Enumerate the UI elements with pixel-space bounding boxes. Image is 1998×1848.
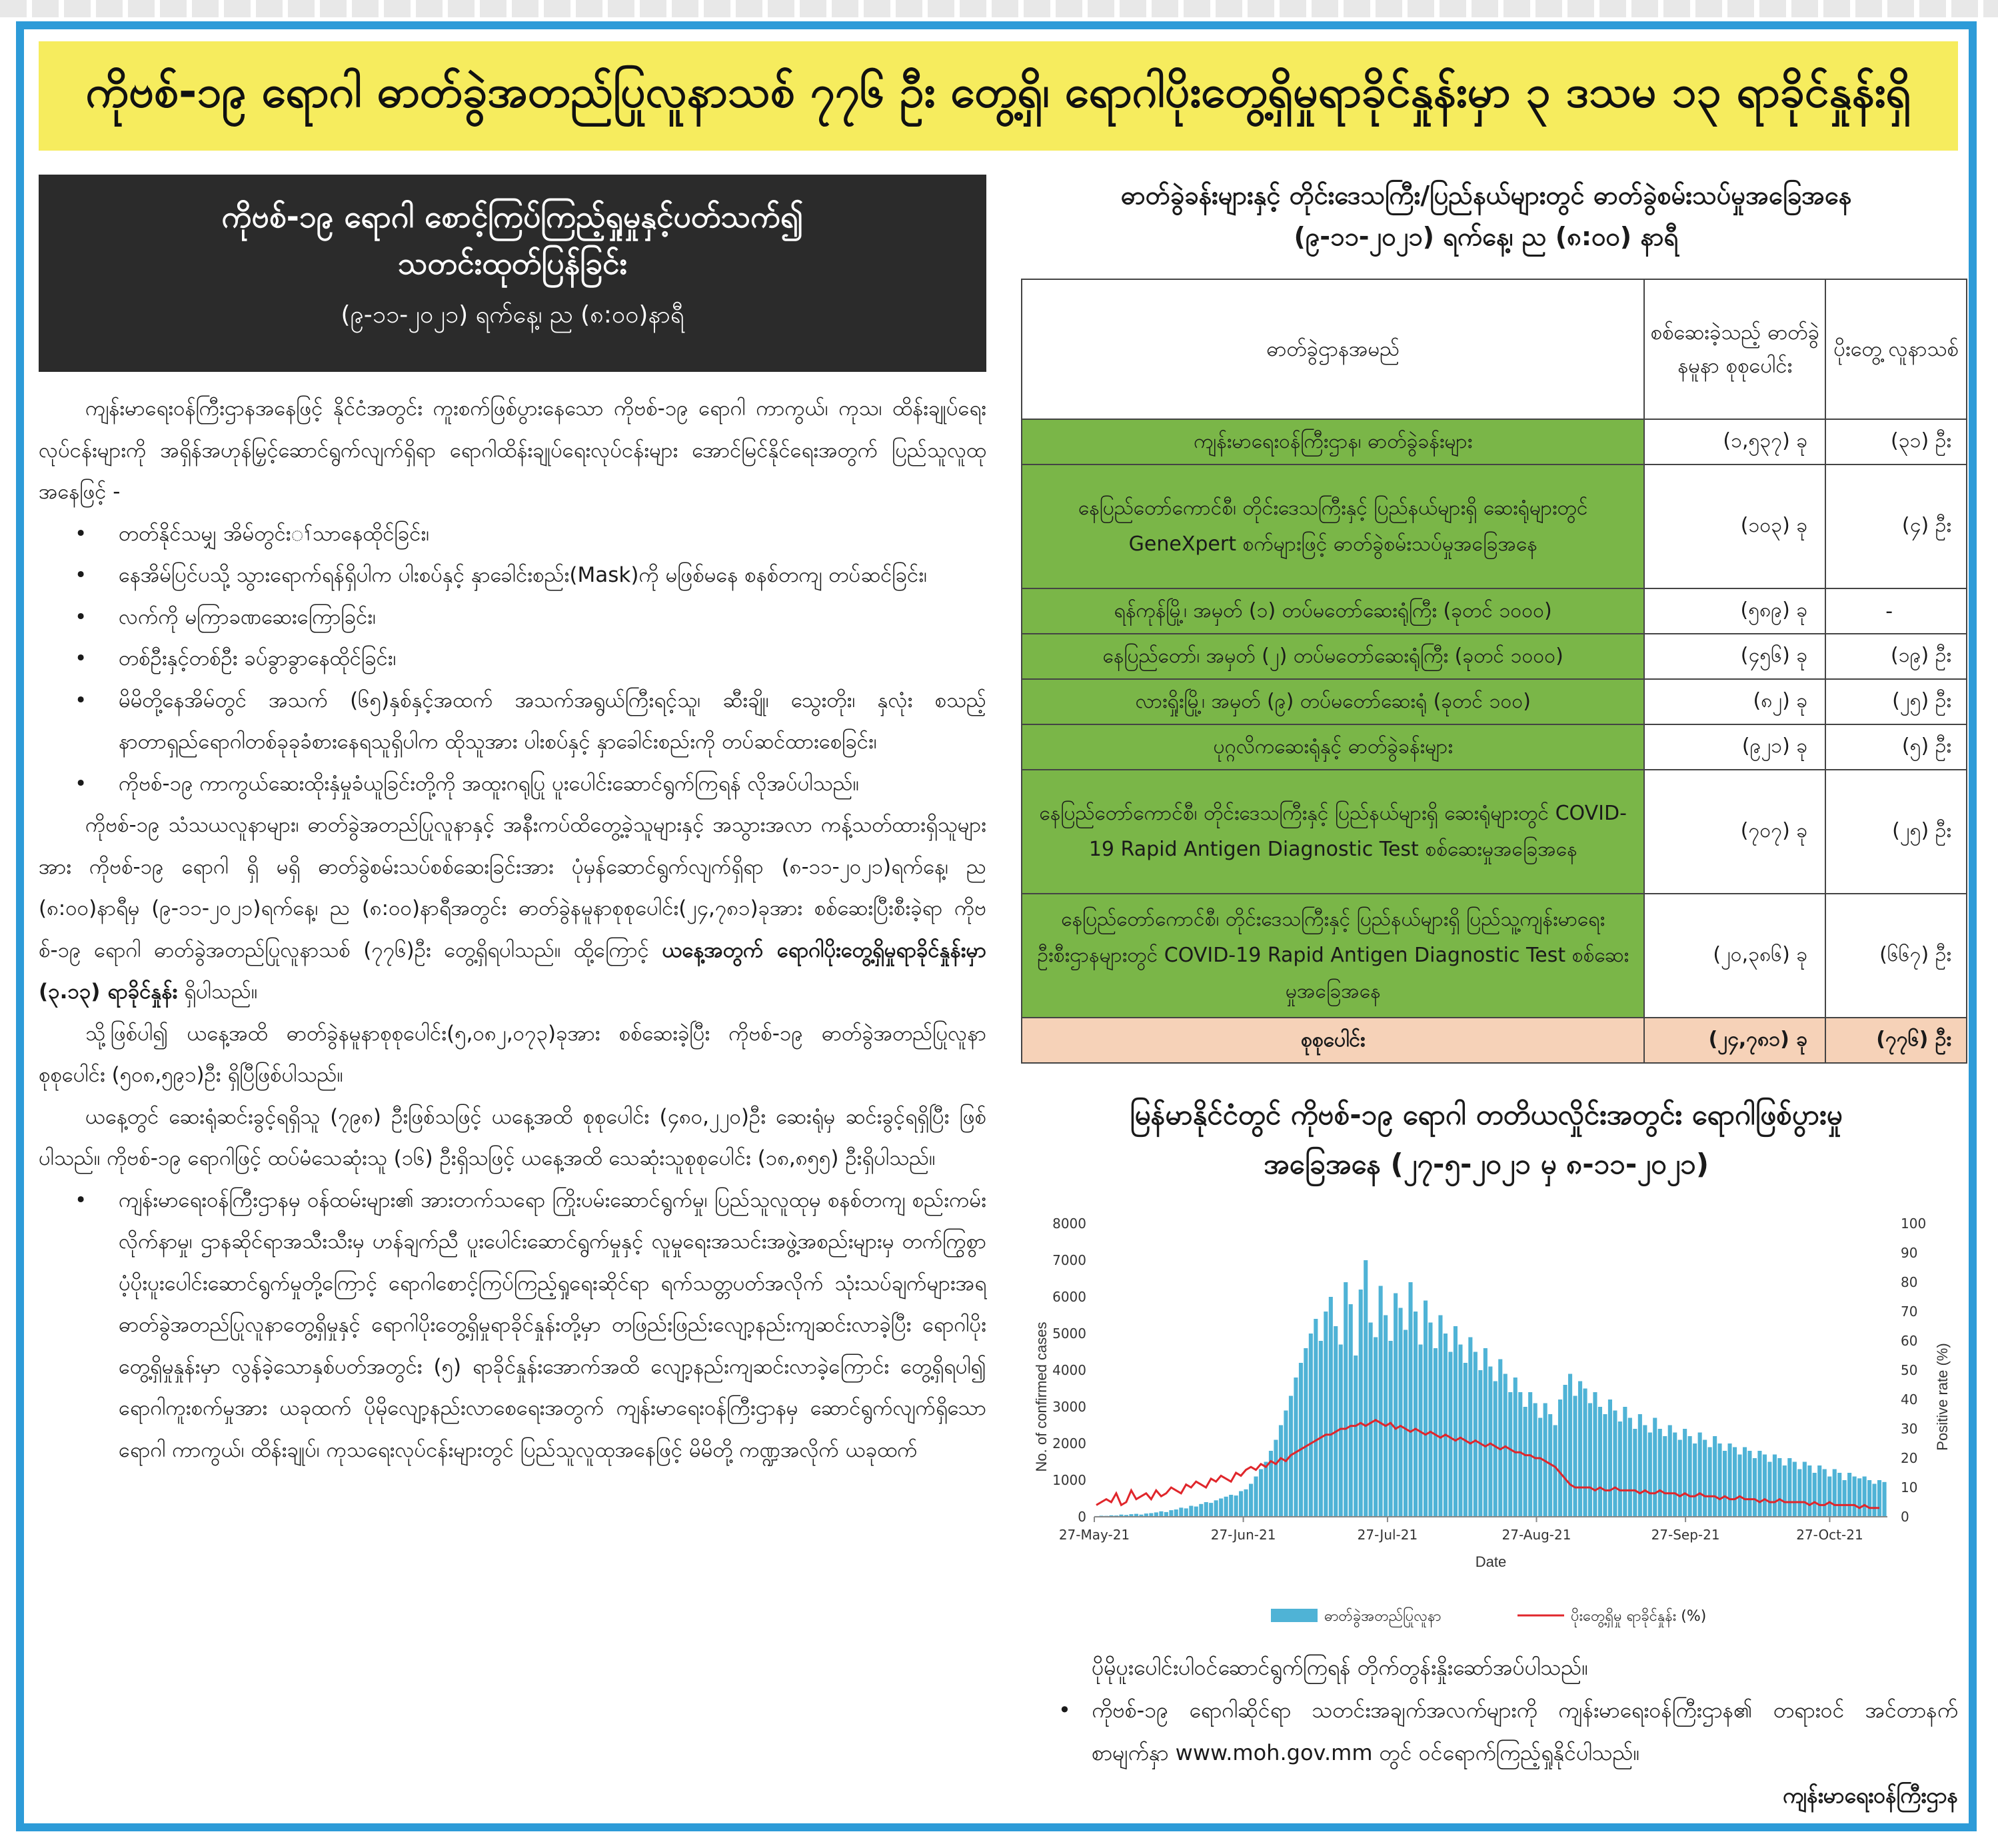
bar <box>1304 1348 1308 1517</box>
bar <box>1454 1326 1458 1517</box>
lab-title-line1: ဓာတ်ခွဲခန်းများနှင့် တိုင်းဒေသကြီး/ပြည်နယ်များတွင် ဓာတ်ခွဲစမ်းသပ်မှုအခြေအနေ <box>1120 181 1852 210</box>
chart-svg <box>1021 1204 1961 1670</box>
bar <box>1513 1378 1517 1517</box>
lab-table <box>1021 279 1967 1064</box>
bar <box>1389 1341 1393 1517</box>
legend-bar-label: ဓာတ်ခွဲအတည်ပြုလူနာ <box>1324 1608 1442 1625</box>
bar <box>1214 1500 1218 1517</box>
signature: ကျန်းမာရေးဝန်ကြီးဌာန <box>1782 1783 1958 1808</box>
bar <box>1284 1411 1288 1517</box>
bar <box>1673 1433 1677 1517</box>
bar <box>1404 1330 1408 1517</box>
bar <box>1733 1447 1737 1517</box>
bar <box>1249 1484 1253 1517</box>
bar <box>1777 1458 1781 1517</box>
bar <box>1428 1323 1432 1517</box>
y-tick-label: 7000 <box>1052 1252 1086 1268</box>
chart-title-line2: အခြေအနေ (၂၇-၅-၂၀၂၁ မှ ၈-၁၁-၂၀၂၁) <box>1263 1148 1709 1180</box>
positives-cell: (၆၆၇) ဦး <box>1825 894 1967 1018</box>
y-tick-label: 5000 <box>1052 1326 1086 1342</box>
bar <box>1643 1425 1647 1517</box>
intro-paragraph: ကျန်းမာရေးဝန်ကြီးဌာနအနေဖြင့် နိုင်ငံအတွင်း ကူးစက်ဖြစ်ပွားနေသော ကိုဗစ်-၁၉ ရောဂါ ကာကွယ်၊ ကုသ၊ ထိန်းချုပ်ရေးလုပ်ငန်းများကို အရှိန်အဟုန်မြှင့်ဆောင်ရွက်လျက်ရှိရာ ရောဂါထိန်းချုပ်ရေးလုပ်ငန်းများ အောင်မြင်နိုင်ရေးအတွက် ပြည်သူလူထုအနေဖြင့် - <box>39 397 986 504</box>
bar <box>1773 1455 1777 1517</box>
bar <box>1319 1341 1323 1517</box>
testing-text: ကိုဗစ်-၁၉ သံသယလူနာများ၊ ဓာတ်ခွဲအတည်ပြုလူနာနှင့် အနီးကပ်ထိတွေ့ခဲ့သူများနှင့် အသွားအလာ ကန့်သတ်ထားရှိသူများအား ကိုဗစ်-၁၉ ရောဂါ ရှိ မရှိ ဓာတ်ခွဲစမ်းသပ်စစ်ဆေးခြင်းအား ပုံမှန်ဆောင်ရွက်လျက်ရှိရာ (၈-၁၁-၂၀၂၁)ရက်နေ့၊ ည (၈:၀၀)နာရီမှ (၉-၁၁-၂၀၂၁)ရက်နေ့၊ ည (၈:၀၀)နာရီအတွင်း ဓာတ်ခွဲနမူနာစုစုပေါင်း(၂၄,၇၈၁)ခုအား စစ်ဆေးပြီးစီးခဲ့ရာ ကိုဗစ်-၁၉ ရောဂါ ဓာတ်ခွဲအတည်ပြုလူနာသစ် (၇၇၆)ဦး တွေ့ရှိရပါသည်။ ထို့ကြောင့် <box>39 813 986 962</box>
bar <box>1728 1443 1732 1517</box>
bar <box>1468 1338 1472 1517</box>
bar <box>1623 1407 1627 1517</box>
lab-table-row <box>1022 419 1967 464</box>
bar <box>1374 1338 1378 1517</box>
bar <box>1414 1312 1418 1517</box>
bar <box>1628 1418 1632 1517</box>
bar <box>1384 1316 1388 1517</box>
right-column <box>1013 175 1959 1670</box>
bar <box>1863 1477 1867 1517</box>
bar <box>1274 1440 1278 1517</box>
notice-date: (၉-၁၁-၂၀၂၁) ရက်နေ့၊ ည (၈:၀၀)နာရီ <box>341 301 684 329</box>
bar <box>1877 1480 1881 1517</box>
bar <box>1409 1282 1413 1517</box>
bar <box>1354 1356 1358 1517</box>
bar <box>1359 1290 1363 1517</box>
bar <box>1553 1425 1557 1517</box>
bar <box>1813 1473 1817 1517</box>
footer-bullet-text: ကိုဗစ်-၁၉ ရောဂါဆိုင်ရာ သတင်းအချက်အလက်များကို ကျန်းမာရေးဝန်ကြီးဌာန၏ တရားဝင် အင်တာနက်စာမျက်နှာ www.moh.gov.mm တွင် ဝင်ရောက်ကြည့်ရှုနိုင်ပါသည်။ <box>1092 1697 1958 1765</box>
y2-tick-label: 80 <box>1901 1274 1918 1290</box>
bar <box>1568 1374 1572 1517</box>
advice-item: • မိမိတို့နေအိမ်တွင် အသက် (၆၅)နှစ်နှင့်အထက် အသက်အရွယ်ကြီးရင့်သူ၊ ဆီးချို၊ သွေးတိုး၊ နှလုံး စသည့် နာတာရှည်ရောဂါတစ်ခုခုခံစားနေရသူရှိပါက ထိုသူအား ပါးစပ်နှင့် နှာခေါင်းစည်းကို တပ်ဆင်ထားစေခြင်း၊ <box>119 680 986 763</box>
y-tick-label: 8000 <box>1052 1216 1086 1232</box>
bar <box>1658 1429 1662 1517</box>
lab-table-row <box>1022 679 1967 724</box>
positives-cell: (၁၉) ဦး <box>1825 634 1967 679</box>
y-axis-ticks <box>1052 1216 1086 1525</box>
samples-cell: (၂၀,၃၈၆) ခု <box>1644 894 1825 1018</box>
bar <box>1763 1455 1767 1517</box>
lab-table-row <box>1022 724 1967 770</box>
bar <box>1668 1425 1672 1517</box>
bar <box>1329 1297 1333 1517</box>
samples-cell: (၅၈၉) ခု <box>1644 588 1825 634</box>
bar <box>1254 1477 1258 1517</box>
bar <box>1244 1489 1248 1517</box>
x-tick-label: 27-Oct-21 <box>1796 1527 1863 1543</box>
bar <box>1189 1506 1193 1517</box>
samples-cell: (၇၀၇) ခု <box>1644 770 1825 894</box>
y2-tick-label: 30 <box>1901 1421 1918 1437</box>
bar <box>1324 1312 1328 1517</box>
bar <box>1827 1477 1831 1517</box>
bar <box>1663 1436 1667 1517</box>
bar <box>1783 1465 1787 1517</box>
bar <box>1837 1473 1841 1517</box>
bar <box>1434 1348 1438 1517</box>
bar <box>1708 1447 1712 1517</box>
lab-name-cell: နေပြည်တော်ကောင်စီ၊ တိုင်းဒေသကြီးနှင့် ပြည်နယ်များရှိ ဆေးရုံများတွင် COVID-19 Rapid Antigen Diagnostic Test စစ်ဆေးမှုအခြေအနေ <box>1022 770 1644 894</box>
notice-title-line2: သတင်းထုတ်ပြန်ခြင်း <box>397 245 628 281</box>
notice-box <box>39 175 986 372</box>
bar <box>1334 1326 1338 1517</box>
discharge-paragraph: ယနေ့တွင် ဆေးရုံဆင်းခွင့်ရရှိသူ (၇၉၈) ဦးဖြစ်သဖြင့် ယနေ့အထိ စုစုပေါင်း (၄၈၀,၂၂၀)ဦး ဆေးရုံမှ ဆင်းခွင့်ရရှိပြီး ဖြစ်ပါသည်။ ကိုဗစ်-၁၉ ရောဂါဖြင့် ထပ်မံသေဆုံးသူ (၁၆) ဦးရှိသဖြင့် ယနေ့အထိ သေဆုံးသူစုစုပေါင်း (၁၈,၈၅၅) ဦးရှိပါသည်။ <box>39 1104 986 1170</box>
bar <box>1174 1509 1178 1517</box>
y2-tick-label: 40 <box>1901 1391 1918 1407</box>
bar <box>1823 1469 1827 1517</box>
total-label: စုစုပေါင်း <box>1022 1018 1644 1063</box>
advice-item: • လက်ကို မကြာခဏဆေးကြောခြင်း၊ <box>119 596 986 638</box>
y-tick-label: 0 <box>1078 1509 1086 1525</box>
x-tick-label: 27-Jul-21 <box>1357 1527 1418 1543</box>
testing-paragraph <box>39 804 986 1013</box>
advice-item: • တစ်ဦးနှင့်တစ်ဦး ခပ်ခွာခွာနေထိုင်ခြင်း၊ <box>119 638 986 680</box>
bar <box>1488 1367 1492 1517</box>
bar <box>1224 1497 1228 1517</box>
advice-item: • နေအိမ်ပြင်ပသို့ သွားရောက်ရန်ရှိပါက ပါးစပ်နှင့် နှာခေါင်းစည်း(Mask)ကို မဖြစ်မနေ စနစ်တကျ တပ်ဆင်ခြင်း၊ <box>119 554 986 596</box>
lab-table-row <box>1022 894 1967 1018</box>
bar <box>1169 1510 1173 1517</box>
y2-tick-label: 20 <box>1901 1450 1918 1466</box>
x-tick-label: 27-Aug-21 <box>1501 1527 1571 1543</box>
bar <box>1424 1301 1428 1517</box>
advice-item: • တတ်နိုင်သမျှ အိမ်တွင်းၢ်သာနေထိုင်ခြင်း၊ <box>119 513 986 555</box>
bar <box>1613 1411 1617 1517</box>
bar <box>1209 1503 1213 1517</box>
bar <box>1458 1345 1462 1517</box>
chart-title-line1: မြန်မာနိုင်ငံတွင် ကိုဗစ်-၁၉ ရောဂါ တတိယလှိုင်းအတွင်း ရောဂါဖြစ်ပွားမှု <box>1130 1098 1843 1131</box>
bar <box>1229 1495 1233 1517</box>
bar <box>1787 1458 1791 1517</box>
body-text <box>39 388 986 1471</box>
lab-name-cell: ပုဂ္ဂလိကဆေးရုံနှင့် ဓာတ်ခွဲခန်းများ <box>1022 724 1644 770</box>
bar <box>1199 1504 1203 1517</box>
bar <box>1843 1480 1847 1517</box>
headline: ကိုဗစ်-၁၉ ရောဂါ ဓာတ်ခွဲအတည်ပြုလူနာသစ် ၇၇၆ ဦး တွေ့ရှိ၊ ရောဂါပိုးတွေ့ရှိမှုရာခိုင်နှုန်းမှာ ၃ ဒသမ ၁၃ ရာခိုင်နှုန်းရှိ <box>39 41 1958 151</box>
total-positives: (၇၇၆) ဦး <box>1825 1018 1967 1063</box>
lab-table-total <box>1022 1018 1967 1063</box>
bar <box>1484 1348 1488 1517</box>
footer-bullet <box>1058 1689 1958 1774</box>
bar <box>1588 1403 1592 1517</box>
epidemic-chart <box>1021 1204 1961 1670</box>
samples-cell: (၁,၅၃၇) ခု <box>1644 419 1825 464</box>
lab-table-row <box>1022 770 1967 894</box>
lab-name-cell: နေပြည်တော်၊ အမှတ် (၂) တပ်မတော်ဆေးရုံကြီး (ခုတင် ၁၀၀၀) <box>1022 634 1644 679</box>
header-lab-name: ဓာတ်ခွဲဌာနအမည် <box>1022 279 1644 419</box>
bar <box>1807 1465 1811 1517</box>
bar <box>1638 1414 1642 1517</box>
bar <box>1498 1360 1502 1517</box>
bar <box>1603 1414 1607 1517</box>
bar <box>1538 1418 1542 1517</box>
lab-table-row <box>1022 464 1967 588</box>
totals-paragraph: သို့ဖြစ်ပါ၍ ယနေ့အထိ ဓာတ်ခွဲနမူနာစုစုပေါင်း(၅,၀၈၂,၀၇၃)ခုအား စစ်ဆေးခဲ့ပြီး ကိုဗစ်-၁၉ ဓာတ်ခွဲအတည်ပြုလူနာစုစုပေါင်း (၅၀၈,၅၉၁)ဦး ရှိပြီဖြစ်ပါသည်။ <box>39 1021 986 1087</box>
lab-title-line2: (၉-၁၁-၂၀၂၁) ရက်နေ့၊ ည (၈:၀၀) နာရီ <box>1294 222 1679 251</box>
bar <box>1653 1418 1657 1517</box>
lab-name-cell: ကျန်းမာရေးဝန်ကြီးဌာန၊ ဓာတ်ခွဲခန်းများ <box>1022 419 1644 464</box>
samples-cell: (၁၀၃) ခု <box>1644 464 1825 588</box>
bar <box>1194 1507 1198 1517</box>
positives-cell: (၅) ဦး <box>1825 724 1967 770</box>
bar <box>1444 1334 1448 1517</box>
y-tick-label: 3000 <box>1052 1399 1086 1415</box>
closing-item: • ကျန်းမာရေးဝန်ကြီးဌာနမှ ဝန်ထမ်းများ၏ အားတက်သရော ကြိုးပမ်းဆောင်ရွက်မှု၊ ပြည်သူလူထုမှ စနစ်တကျ စည်းကမ်းလိုက်နာမှု၊ ဌာနဆိုင်ရာအသီးသီးမှ ဟန်ချက်ညီ ပူးပေါင်းဆောင်ရွက်မှုနှင့် လူမှုရေးအသင်းအဖွဲ့အစည်းများမှ တက်ကြွစွာ ပံ့ပိုးပူးပေါင်းဆောင်ရွက်မှုတို့ကြောင့် ရောဂါစောင့်ကြပ်ကြည့်ရှုရေးဆိုင်ရာ ရက်သတ္တပတ်အလိုက် သုံးသပ်ချက်များအရ ဓာတ်ခွဲအတည်ပြုလူနာတွေ့ရှိမှုနှင့် ရောဂါပိုးတွေ့ရှိမှုရာခိုင်နှုန်းတို့မှာ တဖြည်းဖြည်းလျော့နည်းကျဆင်းလာခဲ့ပြီး ရောဂါပိုးတွေ့ရှိမှုနှုန်းမှာ လွန်ခဲ့သောနှစ်ပတ်အတွင်း (၅) ရာခိုင်နှုန်းအောက်အထိ လျော့နည်းကျဆင်းလာခဲ့ကြောင်း တွေ့ရှိရပါ၍ ရောဂါကူးစက်မှုအား ယခုထက် ပိုမိုလျော့နည်းလာစေရေးအတွက် ကျန်းမာရေးဝန်ကြီးဌာနမှ ဆောင်ရွက်လျက်ရှိသော ရောဂါ ကာကွယ်၊ ထိန်းချုပ်၊ ကုသရေးလုပ်ငန်းများတွင် ပြည်သူလူထုအနေဖြင့် မိမိတို့ ကဏ္ဍအလိုက် ယခုထက် <box>119 1180 986 1471</box>
bar <box>1219 1499 1223 1517</box>
header-samples: စစ်ဆေးခဲ့သည့် ဓာတ်ခွဲနမူနာ စုစုပေါင်း <box>1644 279 1825 419</box>
x-tick-label: 27-Sep-21 <box>1651 1527 1720 1543</box>
y2-axis-label: Positive rate (%) <box>1934 1343 1951 1451</box>
advice-list <box>39 513 986 805</box>
lab-table-row <box>1022 588 1967 634</box>
lab-table-body <box>1022 419 1967 1018</box>
positives-cell: - <box>1825 588 1967 634</box>
bar <box>1883 1482 1887 1517</box>
testing-text-end: ရှိပါသည်။ <box>177 980 258 1004</box>
samples-cell: (၉၂၁) ခု <box>1644 724 1825 770</box>
bar <box>1518 1392 1522 1517</box>
y2-tick-label: 70 <box>1901 1304 1918 1320</box>
bar <box>1299 1363 1303 1517</box>
y-tick-label: 6000 <box>1052 1289 1086 1305</box>
bar <box>1379 1286 1383 1517</box>
bar <box>1533 1403 1537 1517</box>
positives-cell: (၂၅) ဦး <box>1825 770 1967 894</box>
bar <box>1558 1399 1562 1517</box>
lab-name-cell: လားရှိုးမြို့၊ အမှတ် (၉) တပ်မတော်ဆေးရုံ (ခုတင် ၁၀၀) <box>1022 679 1644 724</box>
lab-section-title <box>1013 175 1959 257</box>
bar <box>1573 1396 1577 1517</box>
bar <box>1678 1440 1682 1517</box>
positives-cell: (၂၅) ဦး <box>1825 679 1967 724</box>
y-tick-label: 4000 <box>1052 1362 1086 1378</box>
bar <box>1239 1491 1243 1517</box>
advice-item: • ကိုဗစ်-၁၉ ကာကွယ်ဆေးထိုးနှံမှုခံယူခြင်းတို့ကို အထူးဂရုပြု ပူးပေါင်းဆောင်ရွက်ကြရန် လိုအပ်ပါသည်။ <box>119 763 986 805</box>
bar <box>1508 1392 1512 1517</box>
x-tick-label: 27-May-21 <box>1058 1527 1130 1543</box>
samples-cell: (၄၅၆) ခု <box>1644 634 1825 679</box>
bar <box>1438 1316 1442 1517</box>
legend-line-label: ပိုးတွေ့ရှိမှု ရာခိုင်နှုန်း (%) <box>1571 1608 1707 1625</box>
lab-name-cell: နေပြည်တော်ကောင်စီ၊ တိုင်းဒေသကြီးနှင့် ပြည်နယ်များရှိ ပြည်သူ့ကျန်းမာရေးဦးစီးဌာနများတွင် COVID-19 Rapid Antigen Diagnostic Test စစ်ဆေးမှုအခြေအနေ <box>1022 894 1644 1018</box>
bar <box>1693 1443 1697 1517</box>
total-samples: (၂၄,၇၈၁) ခု <box>1644 1018 1825 1063</box>
notice-title-line1: ကိုဗစ်-၁၉ ရောဂါ စောင့်ကြပ်ကြည့်ရှုမှုနှင့်ပတ်သက်၍ <box>221 199 804 235</box>
bar <box>1703 1440 1707 1517</box>
bar <box>1563 1385 1567 1517</box>
bar <box>1364 1260 1368 1517</box>
bar <box>1723 1451 1727 1517</box>
bar <box>1369 1323 1373 1517</box>
bar <box>1314 1319 1318 1517</box>
bar <box>1797 1469 1801 1517</box>
bar <box>1349 1304 1353 1517</box>
bar <box>1847 1473 1851 1517</box>
lab-name-cell: ရန်ကုန်မြို့၊ အမှတ် (၁) တပ်မတော်ဆေးရုံကြီး (ခုတင် ၁၀၀၀) <box>1022 588 1644 634</box>
bar <box>1608 1399 1612 1517</box>
bar <box>1279 1425 1283 1517</box>
lab-table-row <box>1022 634 1967 679</box>
bar <box>1259 1469 1263 1517</box>
bar <box>1164 1512 1168 1517</box>
left-column <box>39 175 986 1471</box>
closing-list <box>39 1180 986 1471</box>
bar <box>1793 1462 1797 1517</box>
bar <box>1633 1429 1637 1517</box>
bar <box>1738 1455 1742 1517</box>
bar <box>1873 1484 1877 1517</box>
bar <box>1234 1495 1238 1517</box>
bar <box>1184 1508 1188 1517</box>
bar <box>1803 1462 1807 1517</box>
x-tick-label: 27-Jun-21 <box>1210 1527 1276 1543</box>
bar <box>1583 1389 1587 1517</box>
bar <box>1448 1352 1452 1517</box>
bar <box>1743 1447 1747 1517</box>
bar <box>1747 1451 1751 1517</box>
bar <box>1294 1378 1298 1517</box>
bar <box>1399 1308 1403 1517</box>
bar <box>1688 1436 1692 1517</box>
bar <box>1474 1352 1478 1517</box>
bar <box>1718 1443 1722 1517</box>
bar <box>1264 1462 1268 1517</box>
y2-tick-label: 100 <box>1901 1216 1927 1232</box>
bar <box>1753 1458 1757 1517</box>
footer-line: ပိုမိုပူးပေါင်းပါဝင်ဆောင်ရွက်ကြရန် တိုက်တွန်းနှိုးဆော်အပ်ပါသည်။ <box>1092 1655 1589 1680</box>
header-positives: ပိုးတွေ့ လူနာသစ် <box>1825 279 1967 419</box>
bar <box>1179 1507 1183 1517</box>
bar <box>1853 1477 1857 1517</box>
bar <box>1817 1465 1821 1517</box>
bar <box>1857 1478 1861 1517</box>
lab-name-cell: နေပြည်တော်ကောင်စီ၊ တိုင်းဒေသကြီးနှင့် ပြည်နယ်များရှိ ဆေးရုံများတွင် GeneXpert စက်များဖြင့် ဓာတ်ခွဲစမ်းသပ်မှုအခြေအနေ <box>1022 464 1644 588</box>
bar <box>1757 1451 1761 1517</box>
positives-cell: (၄) ဦး <box>1825 464 1967 588</box>
bar <box>1523 1407 1527 1517</box>
y-axis-label: No. of confirmed cases <box>1033 1322 1050 1472</box>
bar <box>1767 1462 1771 1517</box>
legend-bar-swatch <box>1271 1609 1318 1622</box>
bar <box>1344 1282 1348 1517</box>
x-axis-label: Date <box>1475 1553 1507 1570</box>
bar <box>1867 1480 1871 1517</box>
y2-tick-label: 90 <box>1901 1245 1918 1261</box>
top-rule <box>0 0 1998 17</box>
bar <box>1648 1433 1652 1517</box>
y2-tick-label: 10 <box>1901 1479 1918 1495</box>
lab-table-header <box>1022 279 1967 419</box>
samples-cell: (၈၂) ခု <box>1644 679 1825 724</box>
bar <box>1598 1407 1602 1517</box>
bar <box>1578 1382 1582 1517</box>
bar <box>1593 1392 1597 1517</box>
chart-title <box>1013 1090 1959 1189</box>
bar <box>1833 1469 1837 1517</box>
bar <box>1159 1511 1163 1517</box>
bar <box>1698 1433 1702 1517</box>
y-tick-label: 2000 <box>1052 1435 1086 1451</box>
bar <box>1713 1436 1717 1517</box>
bar <box>1494 1382 1498 1517</box>
bar <box>1204 1502 1208 1517</box>
bar <box>1309 1334 1313 1517</box>
y2-tick-label: 60 <box>1901 1333 1918 1349</box>
bar <box>1618 1421 1622 1517</box>
positive-rate-highlight: ယနေ့အတွက် ရောဂါပိုးတွေ့ရှိမှုရာခိုင်နှုန်းမှာ (၃.၁၃) ရာခိုင်နှုန်း <box>39 938 986 1004</box>
bar <box>1394 1294 1398 1517</box>
y2-tick-label: 0 <box>1901 1509 1909 1525</box>
positives-cell: (၃၁) ဦး <box>1825 419 1967 464</box>
bar <box>1683 1429 1687 1517</box>
right-footer <box>1058 1646 1958 1817</box>
y2-tick-label: 50 <box>1901 1362 1918 1378</box>
y-tick-label: 1000 <box>1052 1472 1086 1488</box>
